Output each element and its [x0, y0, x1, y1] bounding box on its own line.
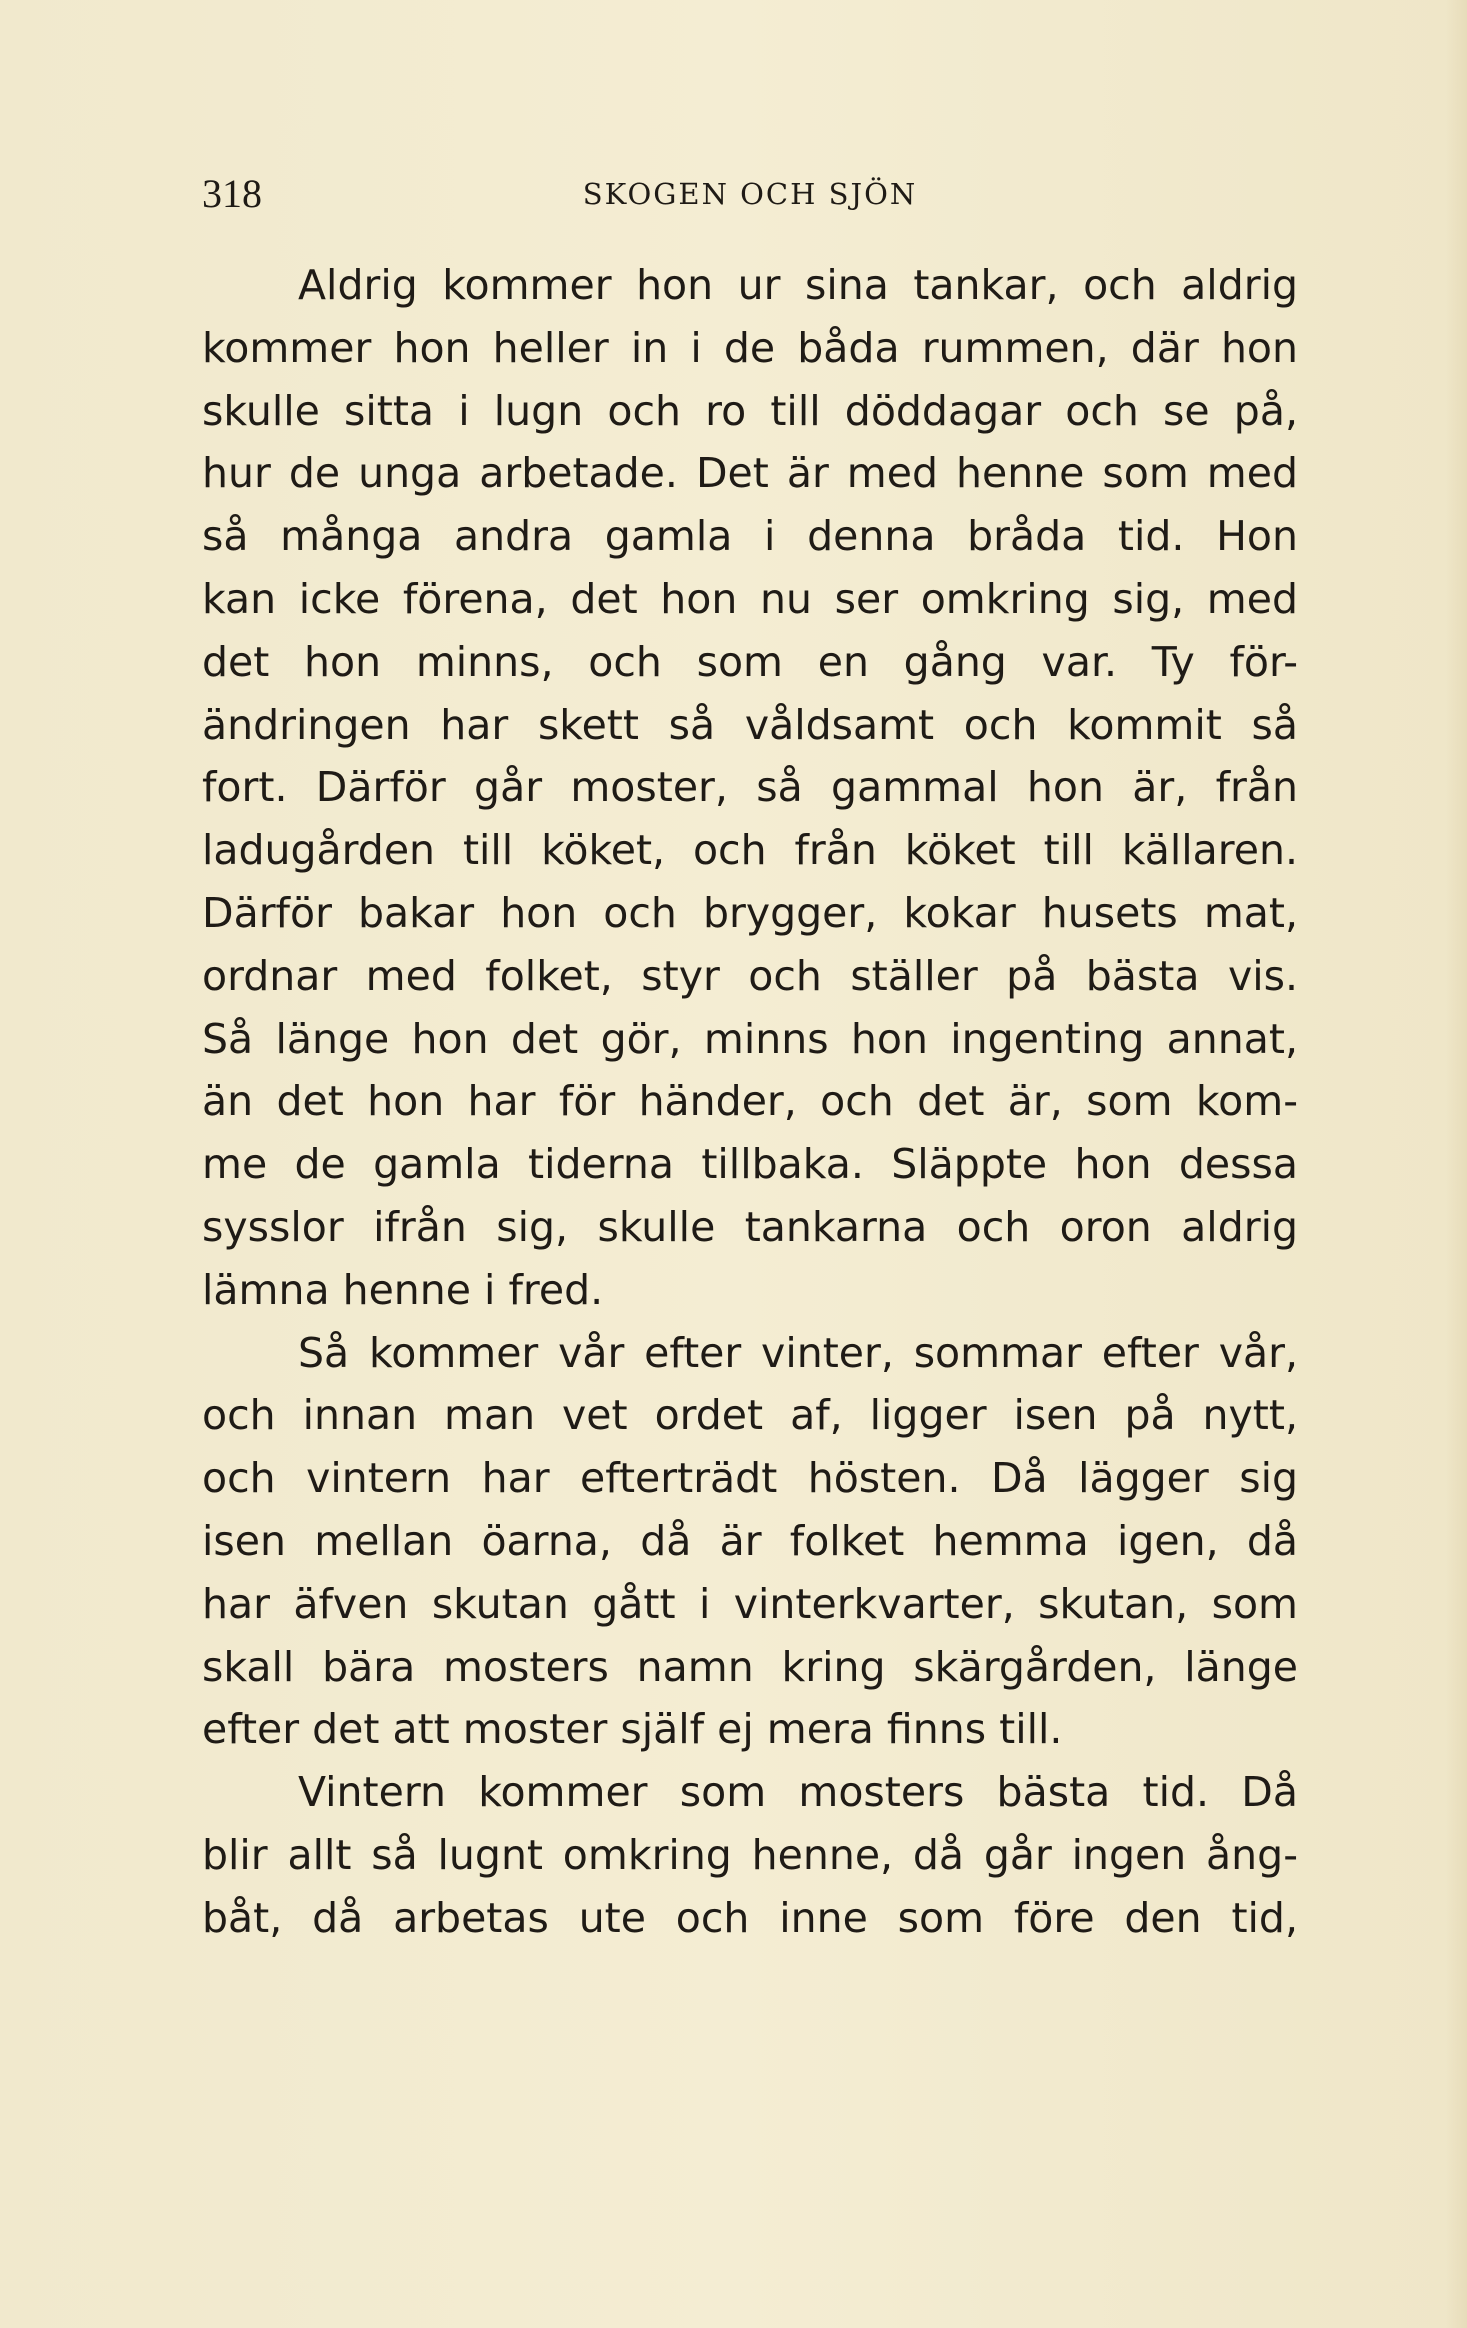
text-line: Så kommer vår efter vinter, sommar efter vår, [298, 1328, 1298, 1377]
text-line: blir allt så lugnt omkring henne, då går ingen ång- [202, 1830, 1298, 1879]
text-line: än det hon har för händer, och det är, som kom- [202, 1077, 1298, 1126]
text-line: ladugården till köket, och från köket till källaren. [202, 826, 1298, 875]
text-line: kommer hon heller in i de båda rummen, där hon [202, 323, 1298, 372]
text-line: ändringen har skett så våldsamt och kommit så [202, 700, 1298, 749]
text-line: sysslor ifrån sig, skulle tankarna och oron aldrig [202, 1202, 1298, 1251]
running-title: SKOGEN OCH SJÖN [582, 177, 918, 211]
text-line: efter det att moster själf ej mera finns till. [202, 1705, 1063, 1754]
body-text [202, 254, 1298, 1950]
text-line: skall bära mosters namn kring skärgården, länge [202, 1642, 1298, 1691]
text-line: och vintern har efterträdt hösten. Då lägger sig [202, 1454, 1298, 1503]
page-edge-shadow [1445, 0, 1467, 2328]
text-line: hur de unga arbetade. Det är med henne som med [202, 449, 1298, 498]
text-line: så många andra gamla i denna bråda tid. Hon [202, 512, 1298, 561]
text-line: kan icke förena, det hon nu ser omkring sig, med [202, 574, 1298, 623]
text-line: lämna henne i fred. [202, 1265, 604, 1314]
text-line: har äfven skutan gått i vinterkvarter, skutan, som [202, 1579, 1298, 1628]
text-line: ordnar med folket, styr och ställer på bästa vis. [202, 951, 1298, 1000]
page-header [202, 168, 1298, 220]
text-line: isen mellan öarna, då är folket hemma igen, då [202, 1516, 1298, 1565]
text-line: Vintern kommer som mosters bästa tid. Då [298, 1768, 1298, 1817]
text-line: fort. Därför går moster, så gammal hon är, från [202, 763, 1298, 812]
text-line: Aldrig kommer hon ur sina tankar, och aldrig [298, 261, 1298, 309]
text-line: skulle sitta i lugn och ro till döddagar och se på, [202, 386, 1298, 435]
text-line: Så länge hon det gör, minns hon ingenting annat, [202, 1014, 1298, 1063]
text-line: Därför bakar hon och brygger, kokar husets mat, [202, 888, 1298, 937]
text-line: båt, då arbetas ute och inne som före den tid, [202, 1893, 1298, 1942]
text-line: och innan man vet ordet af, ligger isen på nytt, [202, 1391, 1298, 1440]
text-line: me de gamla tiderna tillbaka. Släppte hon dessa [202, 1140, 1298, 1189]
page-number: 318 [202, 171, 262, 216]
text-line: det hon minns, och som en gång var. Ty för- [202, 637, 1298, 686]
